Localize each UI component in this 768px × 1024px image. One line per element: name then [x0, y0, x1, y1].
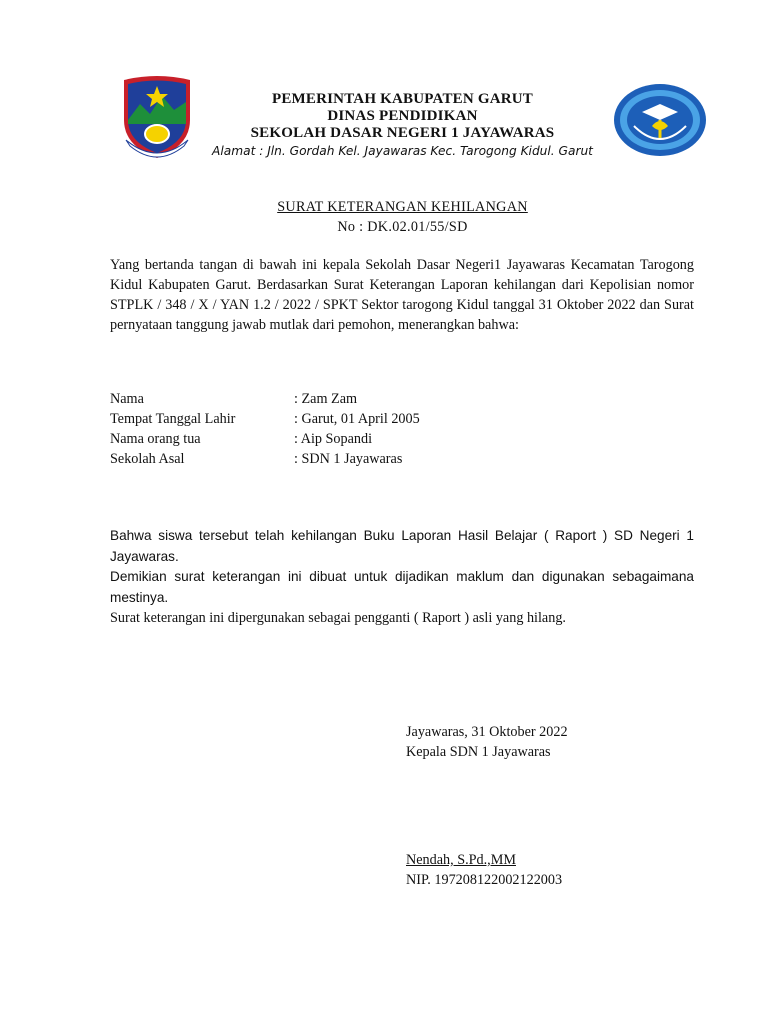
- letterhead-address: Alamat : Jln. Gordah Kel. Jayawaras Kec. Tarogong Kidul. Garut: [212, 144, 593, 158]
- student-details: [110, 389, 420, 469]
- signature-space: [406, 762, 568, 850]
- letter-number: No : DK.02.01/55/SD: [337, 219, 468, 235]
- field-value: : Zam Zam: [294, 391, 358, 407]
- letter-title-block: [200, 197, 605, 237]
- statement-closing: Demikian surat keterangan ini dibuat untuk dijadikan maklum dan digunakan sebagaimana mestinya.: [110, 569, 694, 605]
- statement-block: [110, 526, 694, 629]
- garut-regency-crest-icon: [118, 74, 196, 160]
- field-label: Tempat Tanggal Lahir: [110, 411, 236, 427]
- signatory-nip: NIP. 197208122002122003: [406, 872, 563, 888]
- field-label: Nama: [110, 391, 144, 407]
- field-row-birth: [110, 409, 420, 429]
- letter-title: SURAT KETERANGAN KEHILANGAN: [277, 199, 528, 215]
- tut-wuri-handayani-icon: [612, 82, 708, 158]
- field-label: Nama orang tua: [110, 431, 201, 447]
- field-row-school: [110, 449, 420, 469]
- letterhead: [200, 91, 605, 160]
- field-row-parent: [110, 429, 420, 449]
- field-value: : SDN 1 Jayawaras: [294, 451, 403, 467]
- letterhead-line-school: SEKOLAH DASAR NEGERI 1 JAYAWARAS: [250, 125, 555, 141]
- letterhead-line-department: DINAS PENDIDIKAN: [327, 108, 478, 124]
- field-label: Sekolah Asal: [110, 451, 185, 467]
- intro-paragraph: Yang bertanda tangan di bawah ini kepala Sekolah Dasar Negeri1 Jayawaras Kecamatan Tarogong Kidul Kabupaten Garut. Berdasarkan Surat Keterangan Laporan kehilangan dari Kepolisian nomor STPLK / 348 / X / YAN 1.2 / 2022 / SPKT Sektor tarogong Kidul tanggal 31 Oktober 2022 dan Surat pernyataan tanggung jawab mutlak dari pemohon, menerangkan bahwa:: [110, 257, 694, 333]
- field-row-name: [110, 389, 420, 409]
- signature-place-date: Jayawaras, 31 Oktober 2022: [406, 724, 568, 740]
- statement-loss: Bahwa siswa tersebut telah kehilangan Buku Laporan Hasil Belajar ( Raport ) SD Negeri 1 Jayawaras.: [110, 528, 694, 564]
- signatory-name: Nendah, S.Pd.,MM: [406, 852, 516, 868]
- statement-purpose: Surat keterangan ini dipergunakan sebagai pengganti ( Raport ) asli yang hilang.: [110, 610, 566, 626]
- field-value: : Aip Sopandi: [294, 431, 373, 447]
- letterhead-line-government: PEMERINTAH KABUPATEN GARUT: [271, 91, 534, 107]
- field-value: : Garut, 01 April 2005: [294, 411, 420, 427]
- signature-position: Kepala SDN 1 Jayawaras: [406, 744, 551, 760]
- signature-block: [406, 722, 568, 890]
